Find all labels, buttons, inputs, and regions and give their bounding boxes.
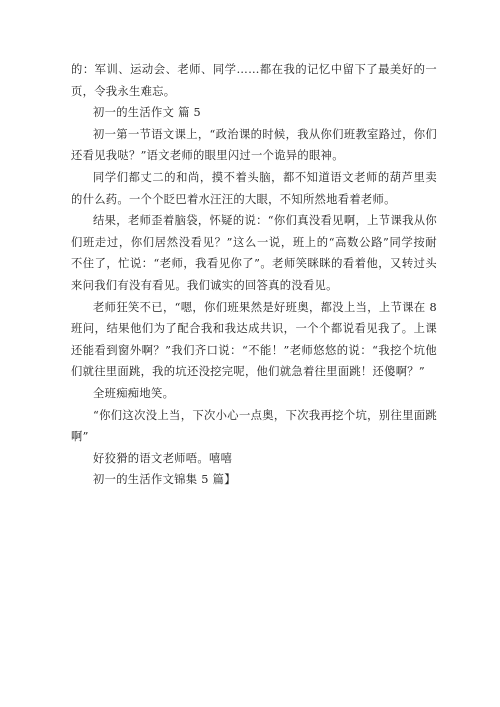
paragraph: 结果，老师歪着脑袋，怀疑的说：“你们真没看见啊，上节课我从你们班走过，你们居然没看见？”这么一说，班上的“高数公路”同学按耐不住了，忙说：“老师，我看见你了”。老师笑眯眯的看着他，又转过头来问我们有没有看见。我们诚实的回答真的没看见。: [71, 214, 437, 292]
closing-heading: 初一的生活作文锦集 5 篇】: [93, 473, 236, 487]
paragraph: 的：军训、运动会、老师、同学……都在我的记忆中留下了最美好的一页，令我永生难忘。: [71, 63, 437, 98]
section-heading: 初一的生活作文 篇 5: [93, 106, 202, 120]
document-body: [71, 59, 437, 491]
paragraph: 初一第一节语文课上，“政治课的时候，我从你们班教室路过，你们还看见我哒？”语文老师的眼里闪过一个诡异的眼神。: [71, 127, 437, 163]
paragraph: 好狡猾的语文老师唔。嘻嘻: [93, 451, 233, 465]
paragraph: 全班痴痴地笑。: [93, 386, 175, 400]
paragraph: 同学们都丈二的和尚，摸不着头脑，都不知道语文老师的葫芦里卖的什么药。一个个眨巴着水汪汪的大眼，不知所然地看着老师。: [71, 170, 437, 206]
paragraph: “你们这次没上当，下次小心一点奥，下次我再挖个坑，别往里面跳啊”: [71, 408, 437, 444]
paragraph: 老师狂笑不已，“嗯，你们班果然是好班奥，都没上当，上节课在 8 班问，结果他们为了配合我和我达成共识，一个个都说看见我了。上课还能看到窗外啊？”我们齐口说：“不能！”老师悠悠的说：“我挖个坑他们就往里面跳，我的坑还没挖完呢，他们就急着往里面跳！还傻啊？”: [71, 300, 437, 379]
